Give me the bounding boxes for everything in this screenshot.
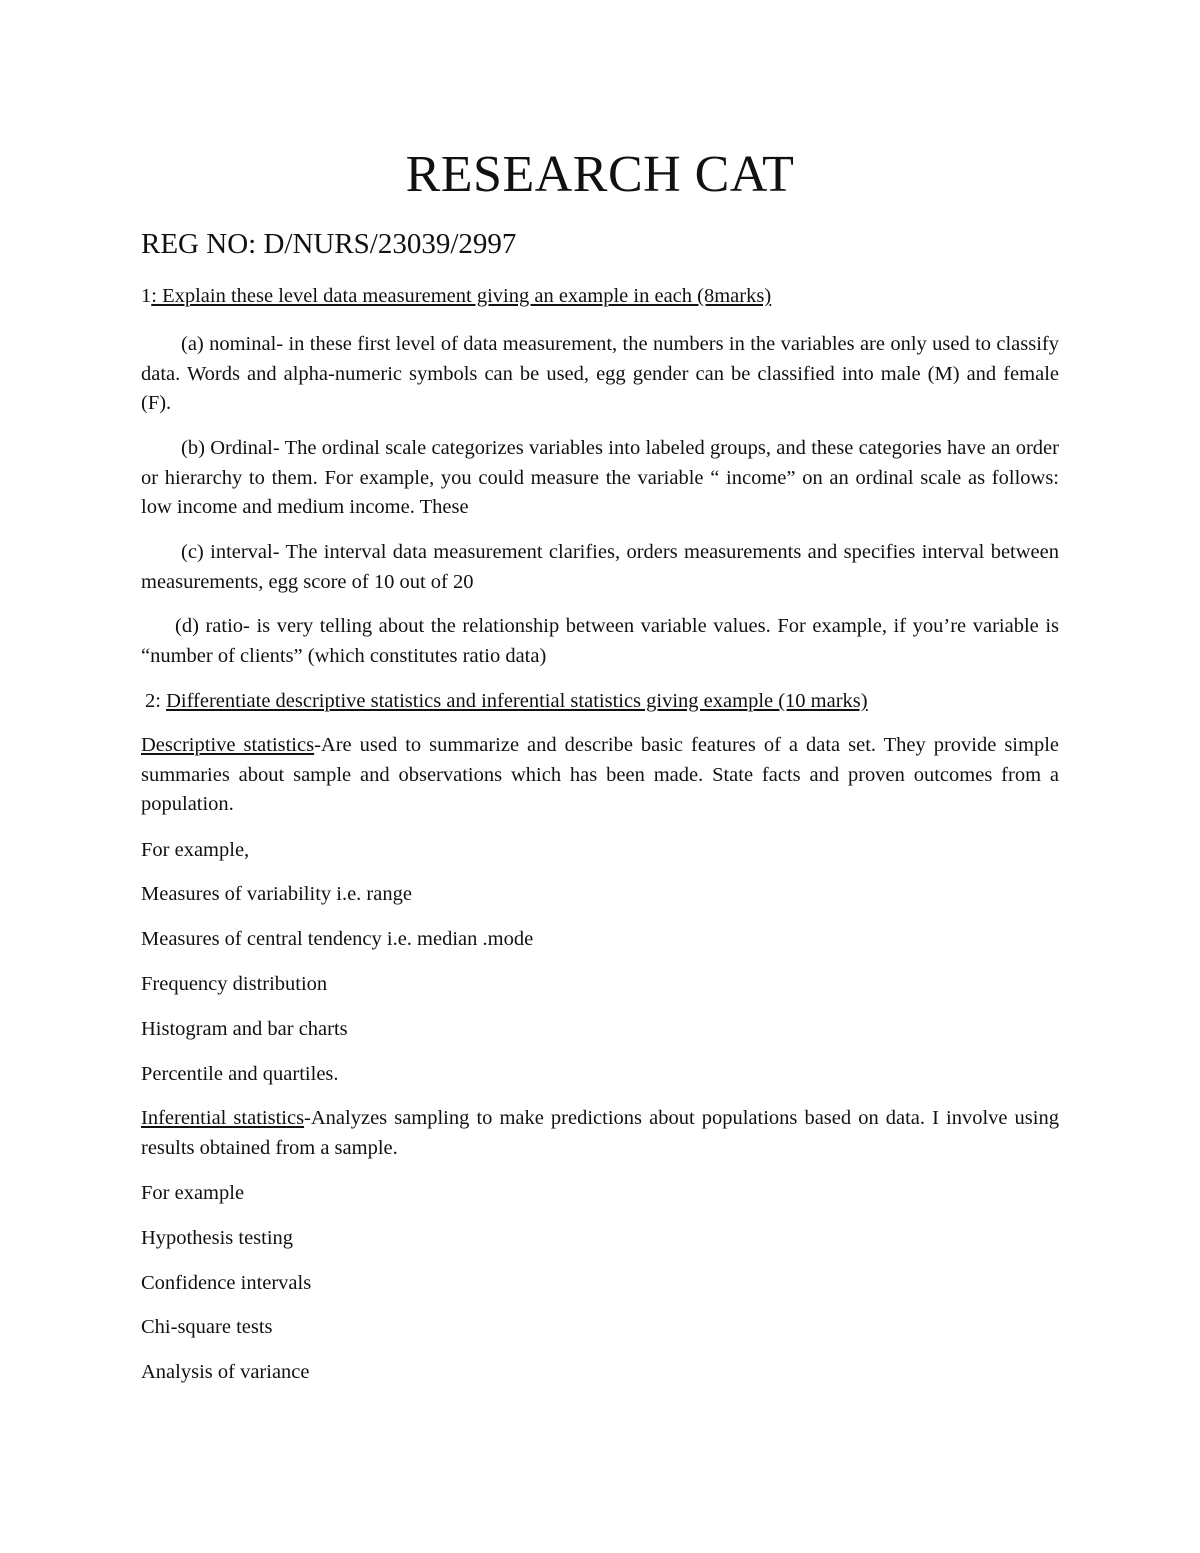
answer-1a-text: (a) nominal- in these first level of data measurement, the numbers in the variables are only used to classify data. Words and alpha-numeric symbols can be used, egg gender can be classified into male (M) and female (F). <box>141 333 1059 414</box>
question-2-heading <box>145 686 1065 716</box>
answer-1b-paragraph <box>141 434 1059 523</box>
question-2-number: 2: <box>145 690 167 712</box>
descriptive-example-label: For example, <box>141 839 250 861</box>
descriptive-example-item: Percentile and quartiles. <box>141 1063 339 1085</box>
question-1-heading <box>141 281 1061 311</box>
descriptive-statistics-term: Descriptive statistics <box>141 734 315 756</box>
inferential-example-item: Hypothesis testing <box>141 1227 294 1249</box>
descriptive-example-item: Measures of central tendency i.e. median .mode <box>141 928 534 950</box>
descriptive-statistics-definition: -Are used to summarize and describe basic features of a data set. They provide simple summaries about sample and observations which has been made. State facts and proven outcomes from a population. <box>141 734 1059 815</box>
descriptive-example-item: Frequency distribution <box>141 973 328 995</box>
answer-1d-text: (d) ratio- is very telling about the relationship between variable values. For example, if you’re variable is “number of clients” (which constitutes ratio data) <box>141 615 1059 667</box>
inferential-statistics-paragraph <box>141 1104 1059 1163</box>
registration-number: REG NO: D/NURS/23039/2997 <box>141 228 517 260</box>
question-1-text: : Explain these level data measurement giving an example in each (8marks) <box>151 285 772 307</box>
question-2-text: Differentiate descriptive statistics and inferential statistics giving example (10 marks) <box>166 690 868 712</box>
inferential-statistics-definition: -Analyzes sampling to make predictions about populations based on data. I involve using results obtained from a sample. <box>141 1107 1059 1159</box>
question-1-number: 1 <box>141 285 152 307</box>
answer-1c-text: (c) interval- The interval data measurement clarifies, orders measurements and specifies interval between measurements, egg score of 10 out of 20 <box>141 541 1059 593</box>
answer-1c-paragraph <box>141 538 1059 597</box>
answer-1d-paragraph <box>141 612 1059 671</box>
inferential-example-label: For example <box>141 1182 245 1204</box>
answer-1a-paragraph <box>141 330 1059 419</box>
inferential-example-item: Chi-square tests <box>141 1316 273 1338</box>
document-title: RESEARCH CAT <box>405 146 795 203</box>
answer-1b-text: (b) Ordinal- The ordinal scale categorizes variables into labeled groups, and these categories have an order or hierarchy to them. For example, you could measure the variable “ income” on an ordinal scale as follows: low income and medium income. These <box>141 437 1059 518</box>
inferential-example-item: Analysis of variance <box>141 1361 310 1383</box>
inferential-example-item: Confidence intervals <box>141 1272 312 1294</box>
descriptive-example-item: Measures of variability i.e. range <box>141 883 412 905</box>
descriptive-statistics-paragraph <box>141 731 1059 820</box>
descriptive-example-item: Histogram and bar charts <box>141 1018 348 1040</box>
inferential-statistics-term: Inferential statistics <box>141 1107 305 1129</box>
